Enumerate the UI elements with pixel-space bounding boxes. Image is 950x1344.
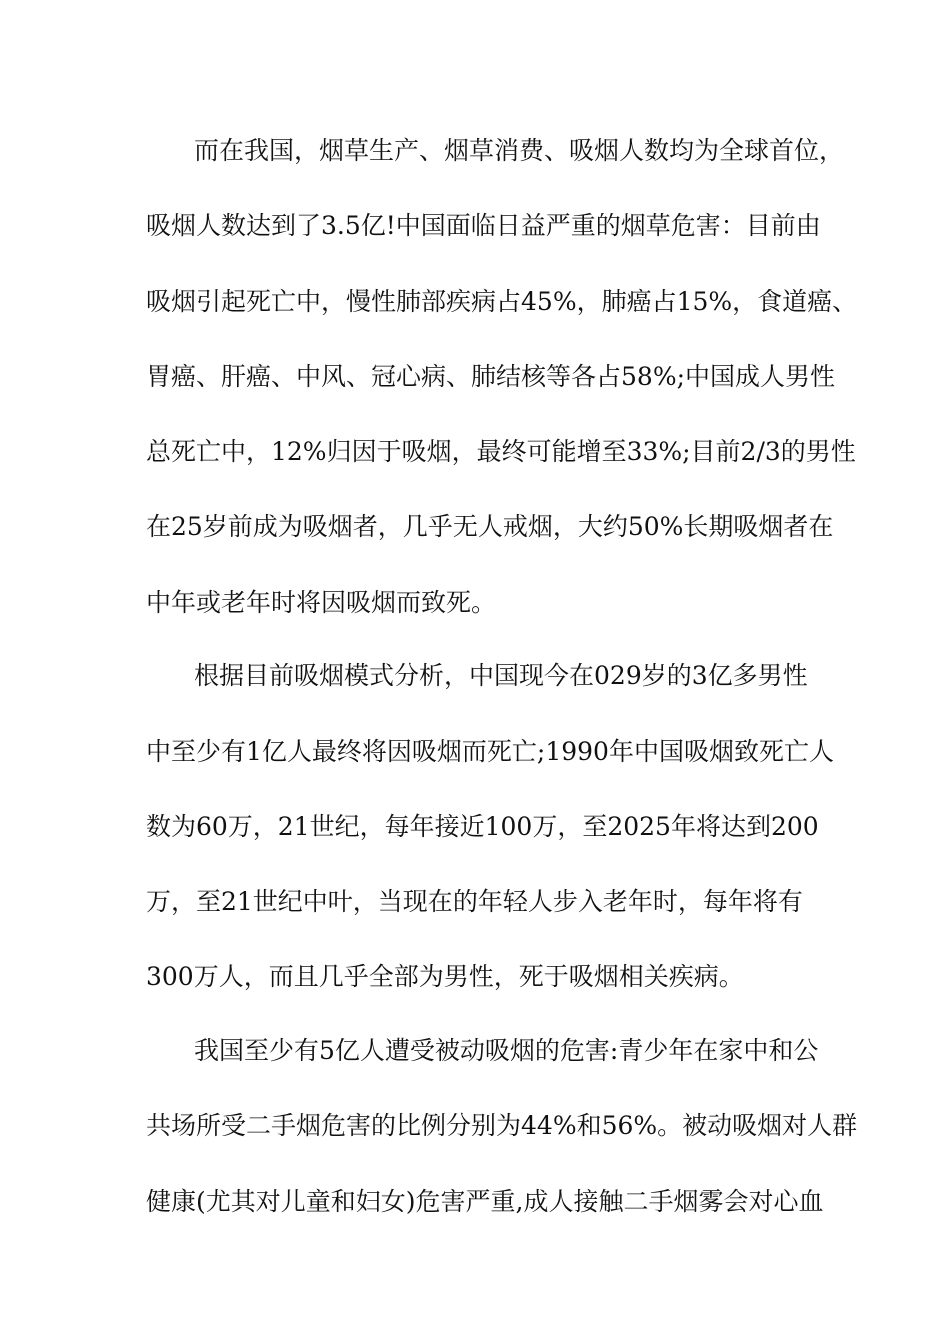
paragraph-1-line-7: 中年或老年时将因吸烟而致死。 bbox=[146, 588, 497, 617]
paragraph-3-line-3: 健康(尤其对儿童和妇女)危害严重,成人接触二手烟雾会对心血 bbox=[146, 1187, 824, 1216]
paragraph-2-line-3: 数为60万，21世纪，每年接近100万，至2025年将达到200 bbox=[146, 812, 819, 841]
paragraph-1-line-4: 胃癌、肝癌、中风、冠心病、肺结核等各占58%;中国成人男性 bbox=[146, 362, 835, 391]
paragraph-1-line-1: 而在我国，烟草生产、烟草消费、吸烟人数均为全球首位， bbox=[194, 136, 845, 165]
paragraph-1-line-2: 吸烟人数达到了3.5亿!中国面临日益严重的烟草危害：目前由 bbox=[146, 211, 821, 240]
paragraph-1-line-5: 总死亡中，12%归因于吸烟，最终可能增至33%;目前2/3的男性 bbox=[146, 437, 856, 466]
paragraph-1-line-3: 吸烟引起死亡中，慢性肺部疾病占45%，肺癌占15%，食道癌、 bbox=[146, 287, 858, 316]
paragraph-2-line-1: 根据目前吸烟模式分析，中国现今在029岁的3亿多男性 bbox=[194, 661, 808, 690]
paragraph-3-line-1: 我国至少有5亿人遭受被动吸烟的危害:青少年在家中和公 bbox=[194, 1036, 819, 1065]
paragraph-1-line-6: 在25岁前成为吸烟者，几乎无人戒烟，大约50%长期吸烟者在 bbox=[146, 512, 834, 541]
paragraph-2-line-4: 万，至21世纪中叶，当现在的年轻人步入老年时，每年将有 bbox=[146, 887, 803, 916]
paragraph-2-line-2: 中至少有1亿人最终将因吸烟而死亡;1990年中国吸烟致死亡人 bbox=[146, 737, 834, 766]
paragraph-2-line-5: 300万人，而且几乎全部为男性，死于吸烟相关疾病。 bbox=[146, 962, 744, 991]
paragraph-3-line-2: 共场所受二手烟危害的比例分别为44%和56%。被动吸烟对人群 bbox=[146, 1111, 858, 1140]
